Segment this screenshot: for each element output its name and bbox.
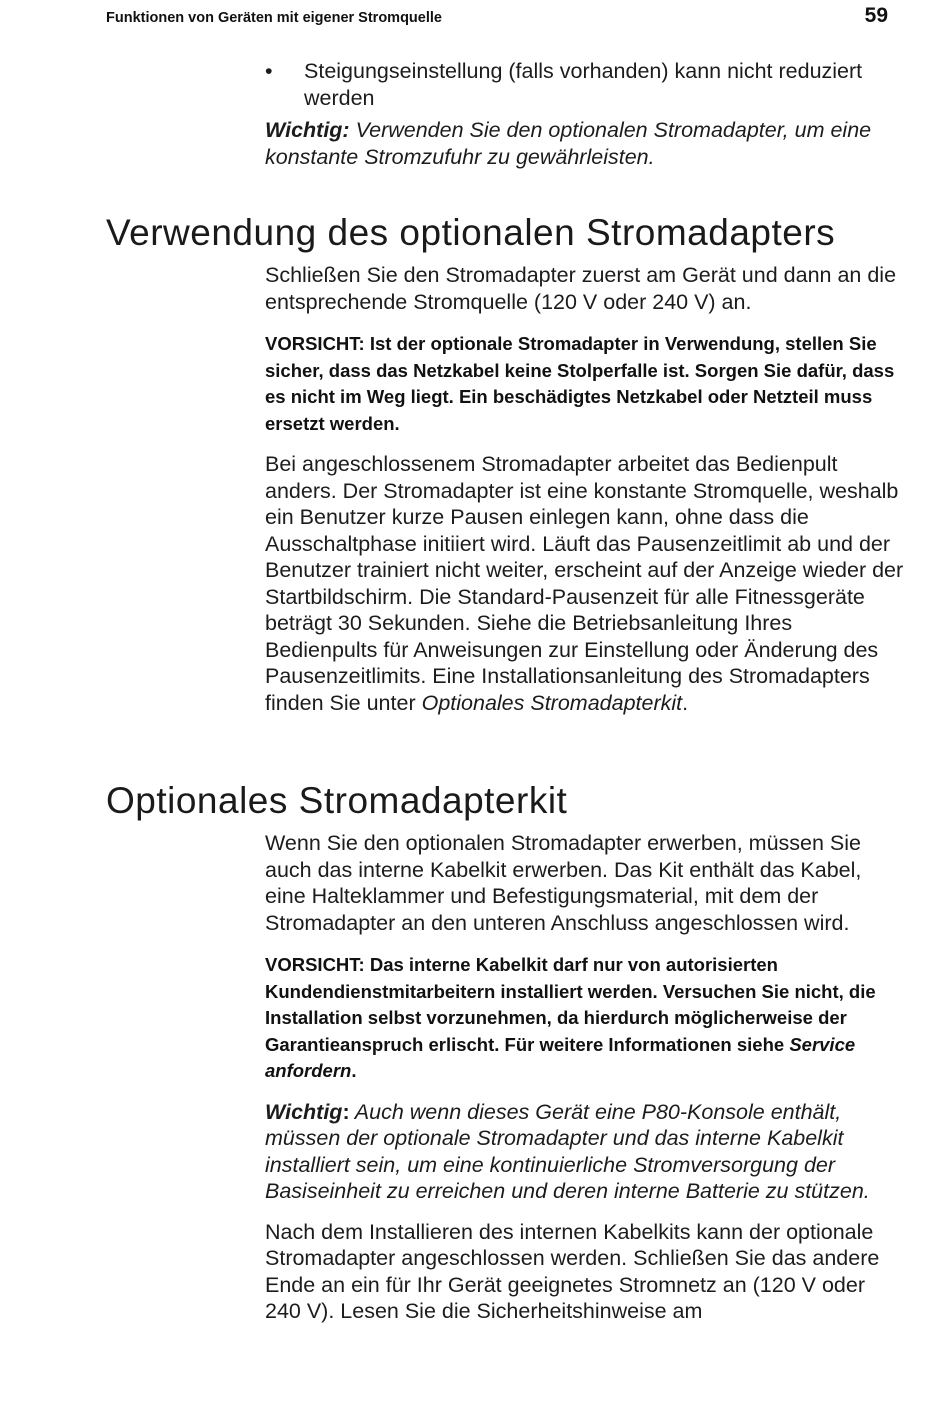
intro-block (265, 58, 905, 170)
caution-text: VORSICHT: Das interne Kabelkit darf nur von autorisierten Kundendienstmitarbeitern installiert werden. Versuchen Sie nicht, die Installation selbst vorzunehmen, da hierdurch möglicherweise der Garantieanspruch erlischt. Für weitere Informationen siehe (265, 954, 876, 1055)
section-body (265, 262, 905, 716)
important-note (265, 117, 905, 170)
caution-note (265, 952, 905, 1085)
important-note (265, 1099, 905, 1205)
bullet-icon: • (265, 59, 273, 83)
note-text: Verwenden Sie den optionalen Stromadapter, um eine konstante Stromzufuhr zu gewährleisten. (265, 118, 872, 169)
page-number: 59 (864, 4, 888, 27)
section-heading: Optionales Stromadapterkit (106, 780, 568, 821)
paragraph-text: Bei angeschlossenem Stromadapter arbeitet das Bedienpult anders. Der Stromadapter ist eine konstante Stromquelle, weshalb ein Benutzer kurze Pausen einlegen kann, ohne dass die Ausschaltphase initiiert wird. Läuft das Pausenzeitlimit ab und der Benutzer trainiert nicht weiter, erscheint auf der Anzeige wieder der Startbildschirm. Die Standard-Pausenzeit für alle Fitnessgeräte beträgt 30 Sekunden. Siehe die Betriebsanleitung Ihres Bedienpults für Anweisungen zur Einstellung oder Änderung des Pausenzeitlimits. Eine Installationsanleitung des Stromadapters finden Sie unter (265, 452, 904, 715)
list-item (265, 58, 905, 111)
paragraph-end: . (682, 690, 689, 715)
running-header: Funktionen von Geräten mit eigener Stromquelle (106, 10, 442, 26)
note-text: Auch wenn dieses Gerät eine P80-Konsole enthält, müssen der optionale Stromadapter und das interne Kabelkit installiert sein, um eine kontinuierliche Stromversorgung der Basiseinheit zu erreichen und deren interne Batterie zu stützen. (265, 1099, 870, 1203)
note-label: Wichtig (265, 1099, 343, 1124)
note-label: Wichtig: (265, 118, 350, 142)
paragraph: Nach dem Installieren des internen Kabelkits kann der optionale Stromadapter angeschlossen werden. Schließen Sie das andere Ende an ein für Ihr Gerät geeignetes Stromnetz an (120 V oder 240 V). Lesen Sie die Sicherheitshinweise am (265, 1219, 880, 1323)
caution-end: . (351, 1060, 357, 1081)
section-body (265, 830, 905, 1325)
paragraph (265, 451, 905, 716)
bullet-text: Steigungseinstellung (falls vorhanden) kann nicht reduziert werden (304, 59, 863, 110)
caution-note: VORSICHT: Ist der optionale Stromadapter in Verwendung, stellen Sie sicher, dass das Netzkabel keine Stolperfalle ist. Sorgen Sie dafür, dass es nicht im Weg liegt. Ein beschädigtes Netzkabel oder Netzteil muss ersetzt werden. (265, 333, 895, 434)
cross-reference: Service anfordern (265, 1033, 856, 1081)
section-heading: Verwendung des optionalen Stromadapters (106, 212, 836, 253)
paragraph: Wenn Sie den optionalen Stromadapter erwerben, müssen Sie auch das interne Kabelkit erwerben. Das Kit enthält das Kabel, eine Halteklammer und Befestigungsmaterial, mit dem der Stromadapter an den unteren Anschluss angeschlossen wird. (265, 831, 862, 935)
cross-reference: Optionales Stromadapterkit (421, 690, 683, 715)
paragraph: Schließen Sie den Stromadapter zuerst am Gerät und dann an die entsprechende Stromquelle (120 V oder 240 V) an. (265, 263, 897, 314)
note-colon: : (342, 1099, 350, 1124)
